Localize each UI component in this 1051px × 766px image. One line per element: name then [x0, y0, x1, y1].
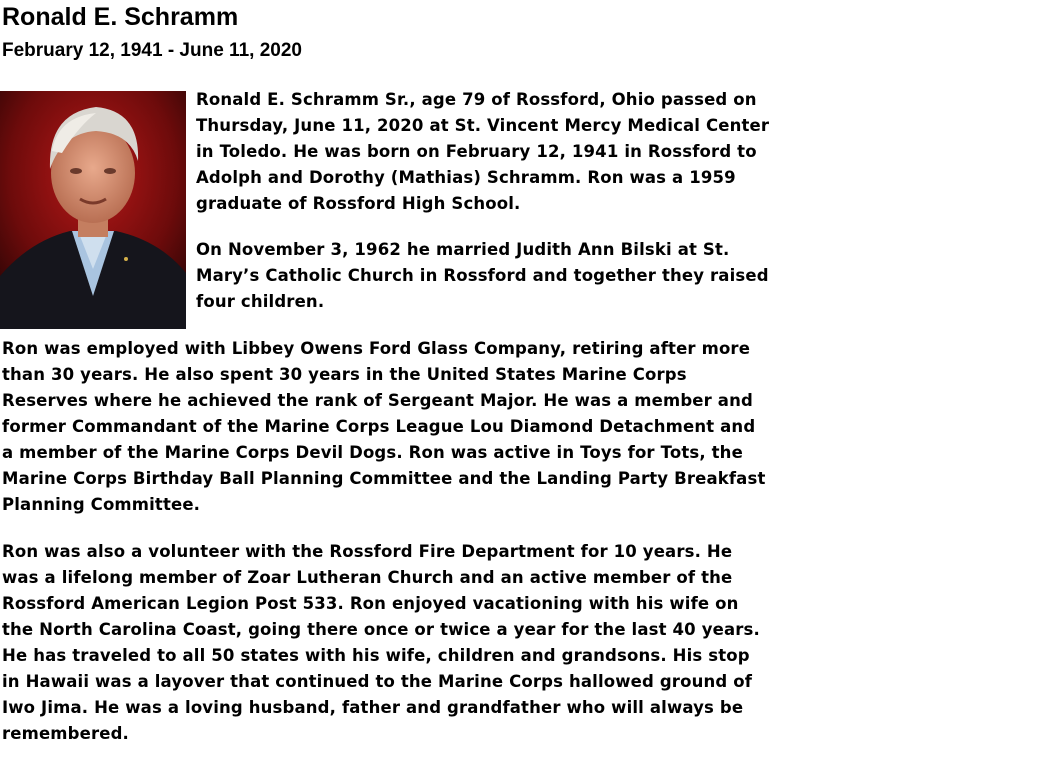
text-line: Thursday, June 11, 2020 at St. Vincent Mercy Medical Center: [196, 116, 770, 135]
text-line: remembered.: [2, 724, 129, 743]
paragraph-career: [2, 336, 765, 518]
paragraph-marriage: [196, 237, 769, 315]
text-line: graduate of Rossford High School.: [196, 194, 521, 213]
paragraph-community: [2, 539, 760, 747]
text-line: former Commandant of the Marine Corps League Lou Diamond Detachment and: [2, 417, 756, 436]
text-line: Ron was employed with Libbey Owens Ford Glass Company, retiring after more: [2, 339, 751, 358]
text-line: Iwo Jima. He was a loving husband, father and grandfather who will always be: [2, 698, 744, 717]
text-line: in Toledo. He was born on February 12, 1941 in Rossford to: [196, 142, 757, 161]
text-line: Ronald E. Schramm Sr., age 79 of Rossford, Ohio passed on: [196, 90, 757, 109]
text-line: the North Carolina Coast, going there once or twice a year for the last 40 years.: [2, 620, 760, 639]
text-line: Marine Corps Birthday Ball Planning Committee and the Landing Party Breakfast: [2, 469, 766, 488]
text-line: Adolph and Dorothy (Mathias) Schramm. Ron was a 1959: [196, 168, 736, 187]
portrait-photo: [0, 91, 186, 329]
obituary-name: Ronald E. Schramm: [2, 3, 239, 31]
text-line: than 30 years. He also spent 30 years in the United States Marine Corps: [2, 365, 687, 384]
text-line: Rossford American Legion Post 533. Ron enjoyed vacationing with his wife on: [2, 594, 739, 613]
paragraph-death-notice: [196, 87, 769, 217]
text-line: was a lifelong member of Zoar Lutheran Church and an active member of the: [2, 568, 733, 587]
portrait-image: [0, 91, 186, 329]
obituary-dates: February 12, 1941 - June 11, 2020: [2, 40, 302, 61]
text-line: Reserves where he achieved the rank of Sergeant Major. He was a member and: [2, 391, 753, 410]
text-line: Mary’s Catholic Church in Rossford and together they raised: [196, 266, 769, 285]
text-line: in Hawaii was a layover that continued to the Marine Corps hallowed ground of: [2, 672, 753, 691]
text-line: Ron was also a volunteer with the Rossford Fire Department for 10 years. He: [2, 542, 733, 561]
text-line: four children.: [196, 292, 325, 311]
text-line: a member of the Marine Corps Devil Dogs. Ron was active in Toys for Tots, the: [2, 443, 743, 462]
text-line: On November 3, 1962 he married Judith Ann Bilski at St.: [196, 240, 730, 259]
text-line: Planning Committee.: [2, 495, 201, 514]
text-line: He has traveled to all 50 states with his wife, children and grandsons. His stop: [2, 646, 750, 665]
